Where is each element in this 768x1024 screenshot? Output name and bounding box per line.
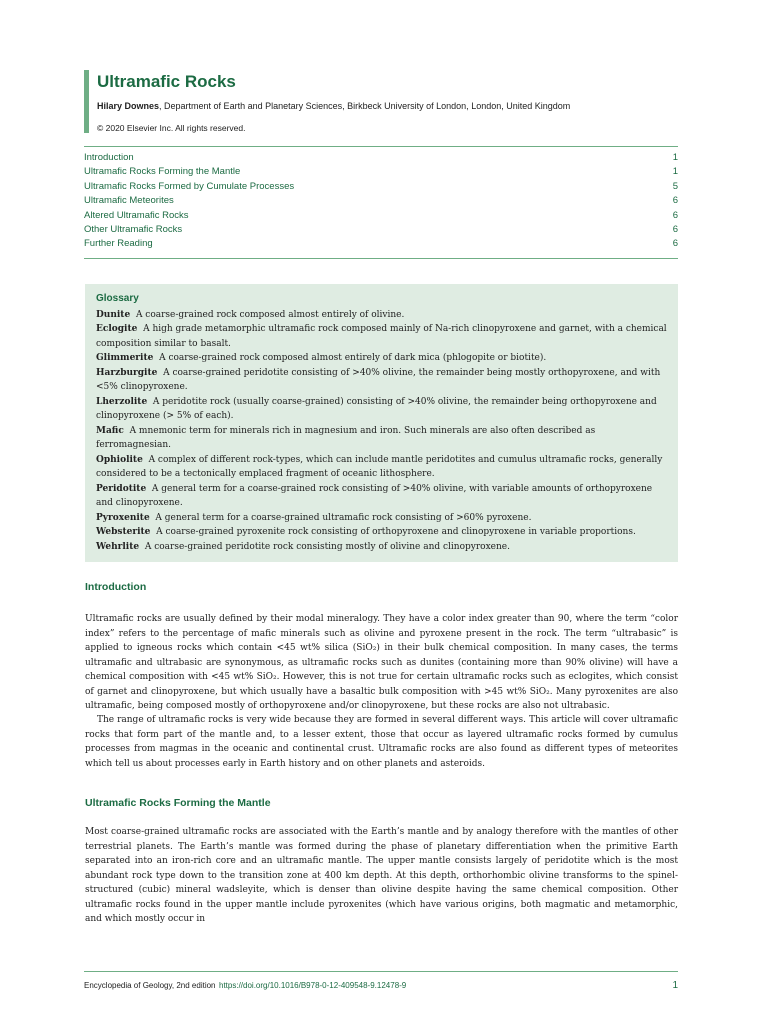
toc-page: 1	[672, 152, 678, 163]
glossary-definition: A high grade metamorphic ultramafic rock composed mainly of Na-rich clinopyroxene and garnet, with a chemical composition similar to basalt.	[96, 324, 667, 349]
glossary-term: Lherzolite	[96, 396, 148, 407]
glossary-entry	[96, 351, 667, 366]
toc-label[interactable]: Altered Ultramafic Rocks	[84, 209, 189, 221]
glossary-entry	[96, 366, 667, 395]
glossary-term: Glimmerite	[96, 353, 154, 363]
toc-entry[interactable]	[84, 194, 678, 208]
glossary-entry	[96, 525, 667, 540]
toc-page: 6	[672, 195, 678, 207]
toc-entry[interactable]	[84, 209, 678, 223]
article-title: Ultramafic Rocks	[97, 72, 236, 91]
intro-paragraph-1: Ultramafic rocks are usually defined by their modal mineralogy. They have a color index greater than 90, where the term “color index” refers to the percentage of mafic minerals such as olivine and pyroxene present in the rock. The term “ultrabasic” is applied to igneous rocks which contain <45 wt% silica (SiO₂) in their bulk chemical composition. In many cases, the terms ultramafic and ultrabasic are synonymous, as ultramafic rocks such as dunites (containing more than 90% olivine) will have a chemical composition with <45 wt% SiO₂. However, this is not true for certain ultramafic rocks such as eclogites, which consist of garnet and clinopyroxene, but which usually have a basaltic bulk composition with >45 wt% SiO₂. Many pyroxenites are also ultramafic, being composed mostly of orthopyroxene and/or clinopyroxene, but these rocks are also not ultrabasic.	[85, 614, 678, 711]
article-header	[84, 70, 687, 133]
toc-entry[interactable]	[84, 165, 678, 179]
author-affiliation: , Department of Earth and Planetary Sciences, Birkbeck University of London, London, United Kingdom	[159, 101, 571, 111]
glossary-term: Peridotite	[96, 483, 147, 494]
intro-paragraph-2: The range of ultramafic rocks is very wide because they are formed in several different ways. This article will cover ultramafic rocks that form part of the mantle and, to a lesser extent, those that occur as layered ultramafic rocks formed by cumulus processes from magmas in the oceanic and continental crust. Ultramafic rocks are also found as different types of meteorites which tell us about processes early in Earth history and on other planets and asteroids.	[85, 715, 678, 769]
glossary-entry	[96, 424, 667, 453]
journal-name: Encyclopedia of Geology, 2nd edition	[84, 981, 216, 990]
page-footer	[84, 971, 678, 991]
glossary-term: Dunite	[96, 309, 131, 320]
glossary-entry	[96, 453, 667, 482]
glossary-box	[85, 284, 678, 562]
glossary-term: Eclogite	[96, 324, 138, 334]
glossary-definition: A general term for a coarse-grained ultramafic rock consisting of >60% pyroxene.	[155, 512, 532, 523]
author-name: Hilary Downes	[97, 101, 160, 111]
glossary-definition: A general term for a coarse-grained rock consisting of >40% olivine, with variable amounts of orthopyroxene and clinopyroxene.	[96, 483, 653, 508]
toc-page: 6	[672, 209, 678, 221]
toc-page: 6	[672, 238, 678, 250]
glossary-entry	[96, 511, 667, 526]
copyright-notice: © 2020 Elsevier Inc. All rights reserved.	[97, 123, 246, 133]
glossary-entry	[96, 308, 667, 323]
glossary-term: Harzburgite	[96, 367, 158, 378]
toc-entry[interactable]	[84, 151, 678, 165]
glossary-entry	[96, 395, 667, 424]
glossary-term: Mafic	[96, 425, 124, 436]
glossary-entry	[96, 540, 667, 555]
glossary-definition: A mnemonic term for minerals rich in magnesium and iron. Such minerals are also often described as ferromagnesian.	[96, 425, 596, 450]
toc-label[interactable]: Introduction	[84, 152, 134, 163]
toc-entry[interactable]	[84, 237, 678, 251]
glossary-definition: A coarse-grained rock composed almost entirely of dark mica (phlogopite or biotite).	[159, 353, 547, 363]
toc-label[interactable]: Further Reading	[84, 238, 153, 250]
glossary-term: Ophiolite	[96, 454, 143, 465]
toc-page: 6	[672, 224, 678, 236]
toc-page: 5	[672, 180, 678, 192]
page-number: 1	[672, 980, 678, 991]
toc-label[interactable]: Ultramafic Rocks Forming the Mantle	[84, 166, 241, 178]
glossary-term: Websterite	[96, 527, 151, 537]
glossary-term: Wehrlite	[96, 541, 140, 552]
glossary-definition: A coarse-grained peridotite consisting of >40% olivine, the remainder being mostly orthopyroxene, and with <5% clinopyroxene.	[96, 367, 661, 392]
toc-label[interactable]: Ultramafic Meteorites	[84, 195, 174, 207]
toc-entry[interactable]	[84, 180, 678, 194]
glossary-definition: A coarse-grained rock composed almost entirely of olivine.	[135, 309, 405, 320]
glossary-definition: A coarse-grained peridotite rock consisting mostly of olivine and clinopyroxene.	[144, 541, 510, 552]
mantle-paragraph-1: Most coarse-grained ultramafic rocks are associated with the Earth’s mantle and by analogy therefore with the mantles of other terrestrial planets. The Earth’s mantle was formed during the phase of planetary differentiation when the primitive Earth separated into an iron-rich core and an ultramafic mantle. The upper mantle consists largely of peridotite which is the most abundant rock type down to the transition zone at 400 km depth. At this depth, orthorhombic olivine transforms to the spinel-structured (cubic) mineral wadsleyite, which is denser than olivine despite having the same chemical composition. Other ultramafic rocks found in the upper mantle include pyroxenites (which have various origins, both magmatic and metamorphic, and which mostly occur in	[85, 827, 678, 924]
glossary-entry	[96, 482, 667, 511]
toc-label[interactable]: Ultramafic Rocks Formed by Cumulate Processes	[84, 180, 295, 192]
toc-page: 1	[672, 166, 678, 178]
author-line	[97, 101, 687, 111]
glossary-term: Pyroxenite	[96, 512, 150, 523]
toc-label[interactable]: Other Ultramafic Rocks	[84, 224, 183, 236]
doi-link[interactable]: https://doi.org/10.1016/B978-0-12-409548-9.12478-9	[219, 981, 407, 990]
table-of-contents	[84, 146, 678, 259]
toc-entry[interactable]	[84, 223, 678, 237]
section-heading-introduction: Introduction	[85, 581, 147, 593]
glossary-title: Glossary	[96, 293, 139, 304]
glossary-entry	[96, 322, 667, 351]
glossary-definition: A complex of different rock-types, which can include mantle peridotites and cumulus ultramafic rocks, generally considered to be a tectonically emplaced fragment of oceanic lithosphere.	[96, 454, 663, 479]
glossary-definition: A peridotite rock (usually coarse-grained) consisting of >40% olivine, the remainder being orthopyroxene and clinopyroxene (> 5% of each).	[96, 396, 657, 421]
section-heading-mantle: Ultramafic Rocks Forming the Mantle	[85, 797, 271, 809]
glossary-definition: A coarse-grained pyroxenite rock consisting of orthopyroxene and clinopyroxene in variable proportions.	[156, 527, 636, 537]
